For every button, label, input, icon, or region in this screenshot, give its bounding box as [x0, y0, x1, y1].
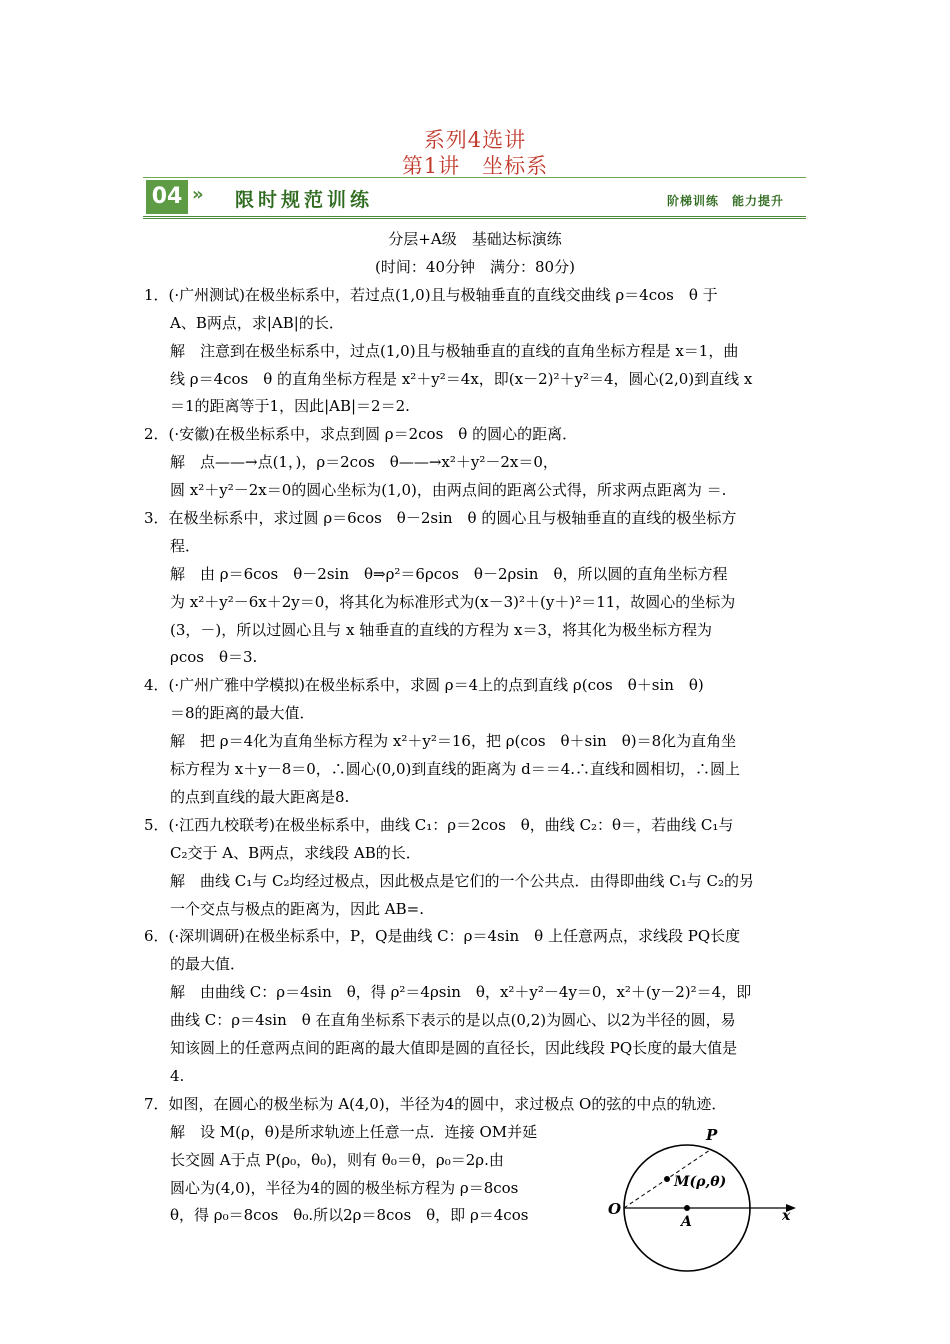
text-line: 2．(·安徽)在极坐标系中，求点到圆 ρ＝2cos θ 的圆心的距离．	[144, 425, 578, 443]
text-line: ＝1的距离等于1，因此|AB|＝2＝2.	[170, 397, 410, 415]
text-line: A、B两点，求|AB|的长．	[170, 314, 344, 332]
text-line: 解 注意到在极坐标系中，过点(1,0)且与极轴垂直的直线的直角坐标方程是 x＝1，曲	[170, 342, 739, 360]
section-meta: (时间：40分钟 满分：80分)	[375, 258, 575, 276]
text-line: 曲线 C：ρ＝4sin θ 在直角坐标系下表示的是以点(0,2)为圆心、以2为半径的圆，易	[170, 1011, 736, 1029]
label-m: M(ρ,θ)	[674, 1174, 727, 1190]
label-p: P	[706, 1126, 718, 1144]
text-line: 的点到直线的最大距离是8.	[170, 788, 350, 806]
section-banner	[143, 177, 806, 219]
text-line: θ，得 ρ₀＝8cos θ₀.所以2ρ＝8cos θ，即 ρ＝4cos	[170, 1206, 529, 1224]
text-line: ＝8的距离的最大值．	[170, 704, 315, 722]
text-line: 长交圆 A于点 P(ρ₀，θ₀)，则有 θ₀＝θ，ρ₀＝2ρ.由	[170, 1151, 504, 1169]
text-line: (3，－)，所以过圆心且与 x 轴垂直的直线的方程为 x＝3，将其化为极坐标方程为	[170, 621, 713, 639]
series-title: 系列4选讲	[423, 128, 527, 152]
label-o: O	[608, 1200, 622, 1218]
banner-heading: 限时规范训练	[235, 189, 374, 211]
text-line: 圆 x²＋y²－2x＝0的圆心坐标为(1,0)，由两点间的距离公式得，所求两点距离为 ＝.	[170, 481, 727, 499]
banner-number: 04	[146, 180, 188, 214]
text-line: 3．在极坐标系中，求过圆 ρ＝6cos θ－2sin θ 的圆心且与极轴垂直的直线的极坐标方	[144, 509, 737, 527]
text-line: 程．	[170, 537, 201, 555]
label-a: A	[681, 1214, 692, 1230]
banner-arrow-icon: »	[192, 184, 204, 205]
text-line: 标方程为 x＋y－8＝0，∴圆心(0,0)到直线的距离为 d＝＝4.∴直线和圆相切，∴圆上	[170, 760, 741, 778]
point-m	[664, 1176, 670, 1182]
text-line: 4.	[170, 1067, 185, 1085]
text-line: ρcos θ＝3.	[170, 648, 258, 666]
text-line: 解 把 ρ＝4化为直角坐标方程为 x²＋y²＝16，把 ρ(cos θ＋sin θ)＝8化为直角坐	[170, 732, 737, 750]
text-line: 解 曲线 C₁与 C₂均经过极点，因此极点是它们的一个公共点．由得即曲线 C₁与 C₂的另	[170, 872, 755, 890]
text-line: 圆心为(4,0)，半径为4的圆的极坐标方程为 ρ＝8cos	[170, 1179, 519, 1197]
point-a	[684, 1205, 690, 1211]
text-line: C₂交于 A、B两点，求线段 AB的长．	[170, 844, 421, 862]
text-line: 线 ρ＝4cos θ 的直角坐标方程是 x²＋y²＝4x，即(x－2)²＋y²＝4，圆心(2,0)到直线 x	[170, 370, 753, 388]
banner-tagline: 阶梯训练 能力提升	[666, 194, 784, 208]
text-line: 5．(·江西九校联考)在极坐标系中，曲线 C₁：ρ＝2cos θ，曲线 C₂：θ＝，若曲线 C₁与	[144, 816, 734, 834]
text-line: 为 x²＋y²－6x＋2y＝0，将其化为标准形式为(x－3)²＋(y＋)²＝11，故圆心的坐标为	[170, 593, 736, 611]
text-line: 解 由 ρ＝6cos θ－2sin θ⇒ρ²＝6ρcos θ－2ρsin θ，所以圆的直角坐标方程	[170, 565, 728, 583]
text-line: 1．(·广州测试)在极坐标系中，若过点(1,0)且与极轴垂直的直线交曲线 ρ＝4cos θ 于	[144, 286, 718, 304]
lecture-title: 第1讲 坐标系	[401, 154, 549, 178]
section-level: 分层+A级 基础达标演练	[388, 230, 562, 248]
text-line: 解 点——→点(1，)，ρ＝2cos θ——→x²＋y²－2x＝0，	[170, 453, 558, 471]
text-line: 一个交点与极点的距离为，因此 AB=.	[170, 900, 424, 918]
text-line: 知该圆上的任意两点间的距离的最大值即是圆的直径长，因此线段 PQ长度的最大值是	[170, 1039, 738, 1057]
text-line: 解 设 M(ρ，θ)是所求轨迹上任意一点．连接 OM并延	[170, 1123, 538, 1141]
circle-diagram	[600, 1118, 810, 1323]
label-x: x	[782, 1208, 791, 1224]
text-line: 7．如图，在圆心的极坐标为 A(4,0)，半径为4的圆中，求过极点 O的弦的中点的轨迹．	[144, 1095, 727, 1113]
text-line: 6．(·深圳调研)在极坐标系中，P，Q是曲线 C：ρ＝4sin θ 上任意两点，求线段 PQ长度	[144, 927, 741, 945]
text-line: 的最大值．	[170, 955, 246, 973]
text-line: 4．(·广州广雅中学模拟)在极坐标系中，求圆 ρ＝4上的点到直线 ρ(cos θ＋sin θ)	[144, 676, 704, 694]
text-line: 解 由曲线 C：ρ＝4sin θ，得 ρ²＝4ρsin θ，x²＋y²－4y＝0，x²＋(y－2)²＝4，即	[170, 983, 752, 1001]
